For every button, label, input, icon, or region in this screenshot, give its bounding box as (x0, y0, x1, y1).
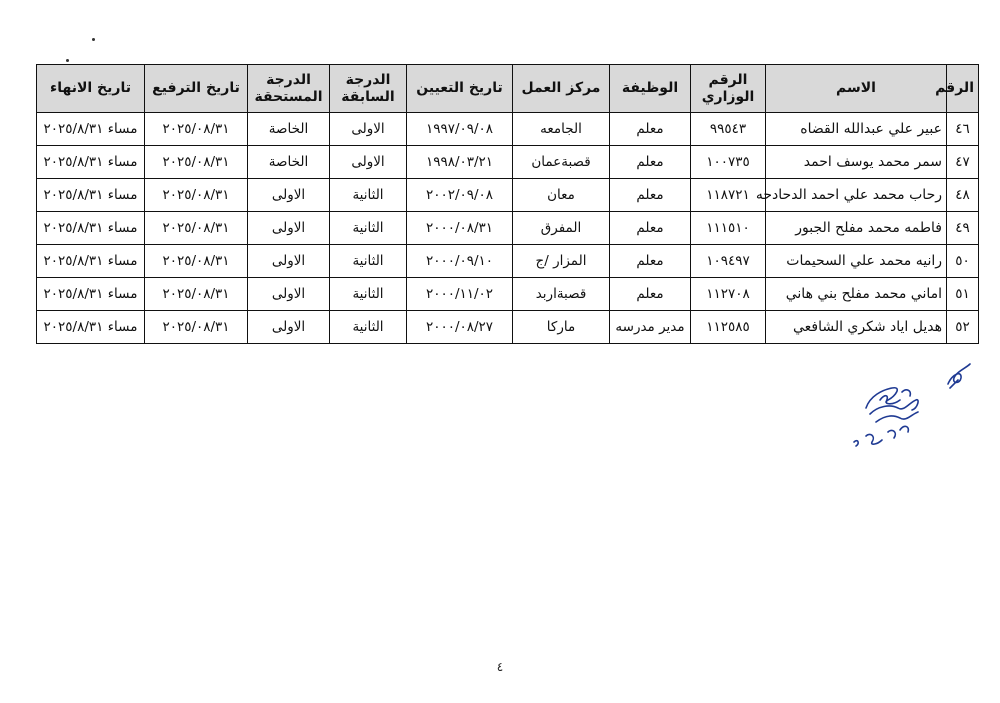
header-due-grade: الدرجة المستحقة (248, 65, 330, 113)
cell-job: معلم (610, 146, 691, 179)
cell-promotion-date: ٢٠٢٥/٠٨/٣١ (145, 278, 248, 311)
staff-promotion-table (36, 64, 979, 344)
cell-end-date: مساء ٢٠٢٥/٨/٣١ (37, 245, 145, 278)
cell-workplace: معان (513, 179, 610, 212)
scan-speck (66, 59, 69, 62)
table-row (37, 311, 979, 344)
cell-promotion-date: ٢٠٢٥/٠٨/٣١ (145, 146, 248, 179)
table-row (37, 212, 979, 245)
cell-job: مدير مدرسه (610, 311, 691, 344)
cell-due-grade: الاولى (248, 278, 330, 311)
cell-name: فاطمه محمد مفلح الجبور (766, 212, 947, 245)
cell-job: معلم (610, 113, 691, 146)
header-row-no: الرقم (947, 65, 979, 113)
cell-workplace: ماركا (513, 311, 610, 344)
cell-end-date: مساء ٢٠٢٥/٨/٣١ (37, 278, 145, 311)
cell-row-no: ٤٦ (947, 113, 979, 146)
table-header-row (37, 65, 979, 113)
cell-name: اماني محمد مفلح بني هاني (766, 278, 947, 311)
cell-row-no: ٤٨ (947, 179, 979, 212)
page-number: ٤ (496, 660, 504, 674)
header-workplace: مركز العمل (513, 65, 610, 113)
cell-due-grade: الخاصة (248, 113, 330, 146)
header-ministry-no: الرقم الوزاري (691, 65, 766, 113)
cell-name: رحاب محمد علي احمد الدحادحه (766, 179, 947, 212)
cell-appointment-date: ٢٠٠٠/٠٨/٢٧ (407, 311, 513, 344)
cell-previous-grade: الثانية (330, 212, 407, 245)
cell-previous-grade: الثانية (330, 179, 407, 212)
table-row (37, 113, 979, 146)
cell-name: رانيه محمد علي السحيمات (766, 245, 947, 278)
cell-ministry-no: ١١٨٧٢١ (691, 179, 766, 212)
cell-job: معلم (610, 179, 691, 212)
table-row (37, 278, 979, 311)
cell-end-date: مساء ٢٠٢٥/٨/٣١ (37, 113, 145, 146)
cell-appointment-date: ٢٠٠٠/٠٩/١٠ (407, 245, 513, 278)
cell-job: معلم (610, 212, 691, 245)
cell-appointment-date: ١٩٩٧/٠٩/٠٨ (407, 113, 513, 146)
cell-workplace: قصبةاربد (513, 278, 610, 311)
cell-promotion-date: ٢٠٢٥/٠٨/٣١ (145, 212, 248, 245)
cell-end-date: مساء ٢٠٢٥/٨/٣١ (37, 311, 145, 344)
header-end-date: تاريخ الانهاء (37, 65, 145, 113)
cell-row-no: ٥١ (947, 278, 979, 311)
cell-name: عبير علي عبدالله القضاه (766, 113, 947, 146)
cell-appointment-date: ٢٠٠٢/٠٩/٠٨ (407, 179, 513, 212)
cell-appointment-date: ٢٠٠٠/٠٨/٣١ (407, 212, 513, 245)
cell-name: سمر محمد يوسف احمد (766, 146, 947, 179)
header-name: الاسم (766, 65, 947, 113)
cell-end-date: مساء ٢٠٢٥/٨/٣١ (37, 146, 145, 179)
cell-row-no: ٥٠ (947, 245, 979, 278)
cell-row-no: ٥٢ (947, 311, 979, 344)
cell-workplace: المزار /ج (513, 245, 610, 278)
cell-previous-grade: الاولى (330, 113, 407, 146)
handwritten-signature (840, 350, 980, 460)
scan-speck (92, 38, 95, 41)
cell-ministry-no: ١٠٠٧٣٥ (691, 146, 766, 179)
cell-ministry-no: ١١١٥١٠ (691, 212, 766, 245)
cell-appointment-date: ١٩٩٨/٠٣/٢١ (407, 146, 513, 179)
cell-appointment-date: ٢٠٠٠/١١/٠٢ (407, 278, 513, 311)
cell-workplace: قصبةعمان (513, 146, 610, 179)
cell-workplace: الجامعه (513, 113, 610, 146)
cell-promotion-date: ٢٠٢٥/٠٨/٣١ (145, 113, 248, 146)
cell-due-grade: الاولى (248, 311, 330, 344)
table-row (37, 146, 979, 179)
header-previous-grade: الدرجة السابقة (330, 65, 407, 113)
cell-previous-grade: الثانية (330, 245, 407, 278)
cell-due-grade: الاولى (248, 212, 330, 245)
cell-end-date: مساء ٢٠٢٥/٨/٣١ (37, 179, 145, 212)
table-row (37, 179, 979, 212)
cell-ministry-no: ١٠٩٤٩٧ (691, 245, 766, 278)
cell-job: معلم (610, 278, 691, 311)
cell-ministry-no: ٩٩٥٤٣ (691, 113, 766, 146)
cell-promotion-date: ٢٠٢٥/٠٨/٣١ (145, 245, 248, 278)
header-promotion-date: تاريخ الترفيع (145, 65, 248, 113)
cell-previous-grade: الثانية (330, 278, 407, 311)
cell-promotion-date: ٢٠٢٥/٠٨/٣١ (145, 311, 248, 344)
header-job: الوظيفة (610, 65, 691, 113)
cell-end-date: مساء ٢٠٢٥/٨/٣١ (37, 212, 145, 245)
cell-previous-grade: الثانية (330, 311, 407, 344)
cell-previous-grade: الاولى (330, 146, 407, 179)
cell-row-no: ٤٧ (947, 146, 979, 179)
cell-ministry-no: ١١٢٧٠٨ (691, 278, 766, 311)
table-row (37, 245, 979, 278)
cell-workplace: المفرق (513, 212, 610, 245)
header-appointment-date: تاريخ التعيين (407, 65, 513, 113)
cell-due-grade: الاولى (248, 179, 330, 212)
cell-ministry-no: ١١٢٥٨٥ (691, 311, 766, 344)
cell-name: هديل اياد شكري الشافعي (766, 311, 947, 344)
cell-job: معلم (610, 245, 691, 278)
cell-due-grade: الخاصة (248, 146, 330, 179)
cell-row-no: ٤٩ (947, 212, 979, 245)
cell-due-grade: الاولى (248, 245, 330, 278)
cell-promotion-date: ٢٠٢٥/٠٨/٣١ (145, 179, 248, 212)
